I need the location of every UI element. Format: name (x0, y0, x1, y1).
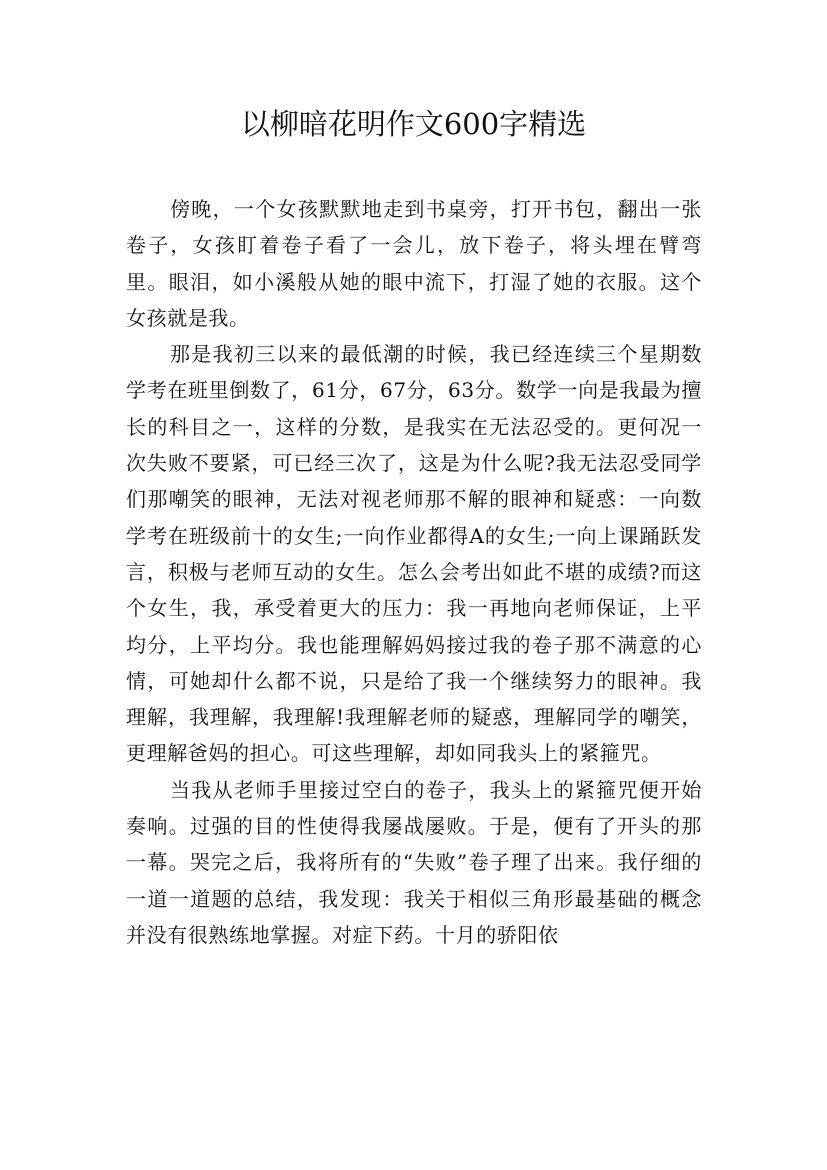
document-body (126, 191, 702, 953)
paragraph-3: 当我从老师手里接过空白的卷子，我头上的紧箍咒便开始奏响。过强的目的性使得我屡战屡败。于是，便有了开头的那一幕。哭完之后，我将所有的“失败”卷子理了出来。我仔细的一道一道题的总结，我发现：我关于相似三角形最基础的概念并没有很熟练地掌握。对症下药。十月的骄阳依 (126, 777, 702, 947)
paragraph-2: 那是我初三以来的最低潮的时候，我已经连续三个星期数学考在班里倒数了，61分，67分，63分。数学一向是我最为擅长的科目之一，这样的分数，是我实在无法忍受的。更何况一次失败不要紧，可已经三次了，这是为什么呢?我无法忍受同学们那嘲笑的眼神，无法对视老师那不解的眼神和疑惑：一向数学考在班级前十的女生;一向作业都得A的女生;一向上课踊跃发言，积极与老师互动的女生。怎么会考出如此不堪的成绩?而这个女生，我，承受着更大的压力：我一再地向老师保证，上平均分，上平均分。我也能理解妈妈接过我的卷子那不满意的心情，可她却什么都不说，只是给了我一个继续努力的眼神。我理解，我理解，我理解!我理解老师的疑惑，理解同学的嘲笑，更理解爸妈的担心。可这些理解，却如同我头上的紧箍咒。 (126, 342, 702, 766)
paragraph-1: 傍晚，一个女孩默默地走到书桌旁，打开书包，翻出一张卷子，女孩盯着卷子看了一会儿，放下卷子，将头埋在臂弯里。眼泪，如小溪般从她的眼中流下，打湿了她的衣服。这个女孩就是我。 (126, 197, 702, 330)
document-title: 以柳暗花明作文600字精选 (240, 107, 587, 141)
